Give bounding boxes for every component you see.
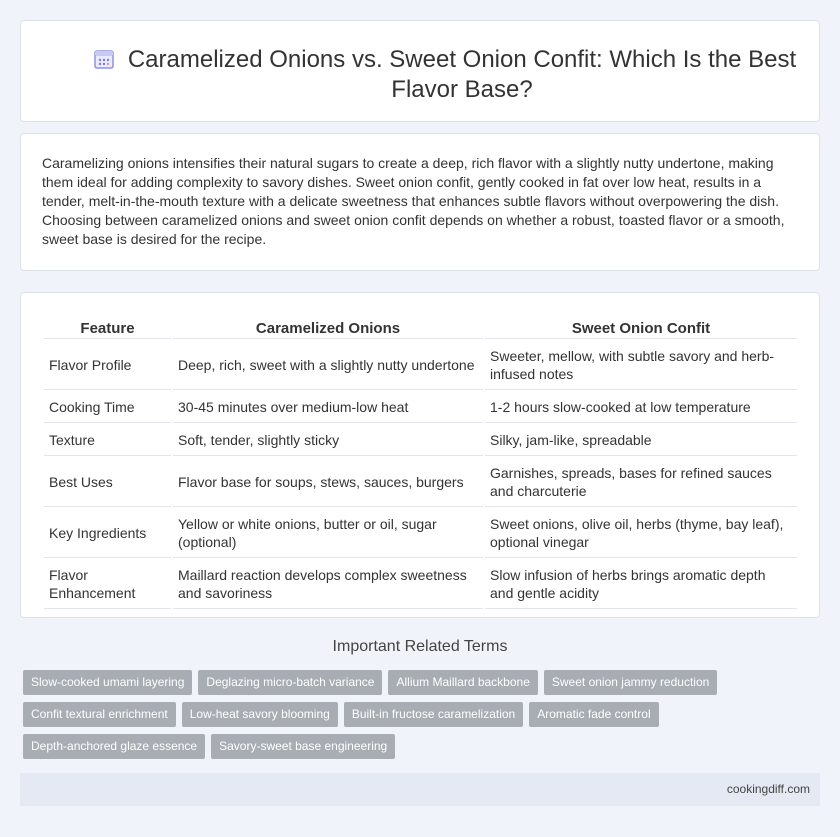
related-terms-title: Important Related Terms (332, 638, 508, 655)
related-term-tag[interactable]: Low-heat savory blooming (182, 702, 338, 727)
related-term-tag[interactable]: Aromatic fade control (529, 702, 658, 727)
related-term-tag[interactable]: Slow-cooked umami layering (23, 670, 192, 695)
row-feature: Flavor Enhancement (44, 560, 171, 609)
related-term-tag[interactable]: Sweet onion jammy reduction (544, 670, 717, 695)
row-confit: Sweet onions, olive oil, herbs (thyme, bay leaf), optional vinegar (485, 509, 797, 558)
row-feature: Cooking Time (44, 392, 171, 423)
related-term-tag[interactable]: Depth-anchored glaze essence (23, 734, 205, 759)
footer (20, 773, 820, 806)
table-row (44, 509, 797, 558)
related-term-tag[interactable]: Savory-sweet base engineering (211, 734, 395, 759)
row-feature: Best Uses (44, 458, 171, 507)
header-sweet-onion-confit: Sweet Onion Confit (485, 318, 797, 339)
row-confit: Garnishes, spreads, bases for refined sauces and charcuterie (485, 458, 797, 507)
intro-paragraph: Caramelizing onions intensifies their natural sugars to create a deep, rich flavor with a slightly nutty undertone, making them ideal for adding complexity to savory dishes. Sweet onion confit, gently cooked in fat over low heat, results in a tender, melt-in-the-mouth texture with a delicate sweetness that enhances subtle flavors without overpowering the dish. Choosing between caramelized onions and sweet onion confit depends on whether a robust, toasted flavor or a smooth, sweet base is desired for the recipe. (42, 155, 785, 247)
table-row (44, 392, 797, 423)
row-caramelized: Deep, rich, sweet with a slightly nutty undertone (173, 341, 483, 390)
related-term-tag[interactable]: Built-in fructose caramelization (344, 702, 523, 727)
row-caramelized: Yellow or white onions, butter or oil, sugar (optional) (173, 509, 483, 558)
row-feature: Key Ingredients (44, 509, 171, 558)
header-caramelized-onions: Caramelized Onions (173, 318, 483, 339)
row-confit: Silky, jam-like, spreadable (485, 425, 797, 456)
related-term-tag[interactable]: Confit textural enrichment (23, 702, 176, 727)
row-caramelized: Flavor base for soups, stews, sauces, burgers (173, 458, 483, 507)
related-term-tag[interactable]: Allium Maillard backbone (388, 670, 537, 695)
row-feature: Texture (44, 425, 171, 456)
row-caramelized: Maillard reaction develops complex sweetness and savoriness (173, 560, 483, 609)
header-feature: Feature (44, 318, 171, 339)
row-caramelized: 30-45 minutes over medium-low heat (173, 392, 483, 423)
related-terms-list (23, 670, 803, 759)
row-confit: Slow infusion of herbs brings aromatic depth and gentle acidity (485, 560, 797, 609)
footer-site-link[interactable]: cookingdiff.com (726, 782, 810, 796)
table-header-row (44, 318, 797, 339)
related-term-tag[interactable]: Deglazing micro-batch variance (198, 670, 382, 695)
title-card (20, 20, 820, 122)
table-row (44, 425, 797, 456)
row-confit: Sweeter, mellow, with subtle savory and herb-infused notes (485, 341, 797, 390)
intro-card (20, 133, 820, 271)
table-row (44, 341, 797, 390)
table-row (44, 458, 797, 507)
comparison-table (42, 316, 799, 611)
row-confit: 1-2 hours slow-cooked at low temperature (485, 392, 797, 423)
page-title: Caramelized Onions vs. Sweet Onion Confit: Which Is the Best Flavor Base? (127, 46, 797, 103)
comparison-card (20, 292, 820, 618)
row-feature: Flavor Profile (44, 341, 171, 390)
row-caramelized: Soft, tender, slightly sticky (173, 425, 483, 456)
table-row (44, 560, 797, 609)
